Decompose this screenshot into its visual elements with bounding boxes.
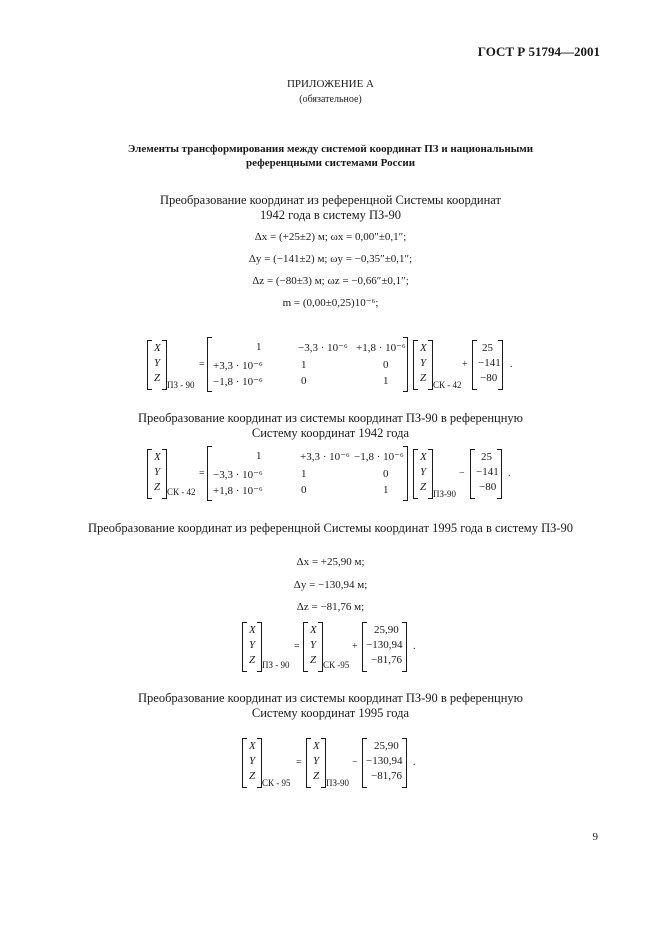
end-period: . bbox=[508, 468, 511, 479]
rhs-subscript: ПЗ-90 bbox=[433, 489, 457, 499]
rot-cell: −3,3 · 10⁻⁶ bbox=[298, 342, 348, 354]
rot-cell: +3,3 · 10⁻⁶ bbox=[213, 360, 263, 372]
shift-cell: −80 bbox=[479, 481, 497, 493]
shift-cell: −141 bbox=[476, 466, 499, 478]
shift-cell: 25,90 bbox=[374, 624, 399, 636]
block1-matrix-equation bbox=[0, 335, 661, 395]
lhs-subscript: ПЗ - 90 bbox=[262, 660, 290, 670]
block1-eq-z: Δz = (−80±3) м; ωz = −0,66″±0,1″; bbox=[252, 275, 409, 287]
page-number: 9 bbox=[592, 831, 598, 843]
appendix-title: ПРИЛОЖЕНИЕ А bbox=[286, 78, 374, 90]
block1-eq-m: m = (0,00±0,25)10⁻⁶; bbox=[282, 297, 379, 309]
equals-sign: = bbox=[296, 757, 302, 768]
lhs-subscript: СК - 95 bbox=[262, 778, 291, 788]
vec-x: X bbox=[310, 624, 317, 636]
equals-sign: = bbox=[199, 468, 205, 479]
block1-heading-line2: 1942 года в систему ПЗ-90 bbox=[260, 208, 401, 222]
vec-z: Z bbox=[313, 770, 320, 782]
shift-cell: −130,94 bbox=[366, 755, 403, 767]
vec-x: X bbox=[154, 342, 161, 354]
rot-cell: 1 bbox=[301, 359, 307, 371]
vec-y: Y bbox=[154, 357, 161, 369]
vec-y: Y bbox=[249, 755, 256, 767]
rot-cell: 1 bbox=[383, 375, 389, 387]
block2-heading-line1: Преобразование координат из системы координат ПЗ-90 в референцную bbox=[138, 411, 523, 425]
vec-z: Z bbox=[420, 372, 427, 384]
shift-bracket-right bbox=[498, 340, 503, 390]
standard-header: ГОСТ Р 51794—2001 bbox=[477, 44, 600, 59]
rot-bracket-right bbox=[403, 337, 408, 392]
section-title-line2: референцными системами России bbox=[245, 157, 416, 169]
vec-z: Z bbox=[249, 654, 256, 666]
vec-x: X bbox=[313, 740, 320, 752]
lhs-subscript: ПЗ - 90 bbox=[167, 380, 195, 390]
lhs-bracket-left bbox=[147, 340, 152, 390]
rot-cell: 0 bbox=[383, 359, 389, 371]
lhs-bracket-left bbox=[242, 738, 247, 788]
shift-cell: −81,76 bbox=[371, 654, 402, 666]
operator-sign: − bbox=[459, 468, 465, 479]
block4-matrix-equation bbox=[0, 733, 661, 793]
vec-z: Z bbox=[154, 372, 161, 384]
rhs-bracket-left bbox=[413, 340, 418, 390]
end-period: . bbox=[413, 757, 416, 768]
rot-bracket-right bbox=[403, 446, 408, 501]
shift-bracket-right bbox=[402, 738, 407, 788]
vec-x: X bbox=[249, 740, 256, 752]
block4-heading-line2: Систему координат 1995 года bbox=[251, 706, 410, 720]
block1-eq-x: Δx = (+25±2) м; ωx = 0,00″±0,1″; bbox=[254, 231, 407, 243]
lhs-bracket-left bbox=[242, 622, 247, 672]
rot-bracket-left bbox=[207, 337, 212, 392]
section-title-line1: Элементы трансформирования между системой координат ПЗ и национальными bbox=[127, 143, 534, 155]
shift-cell: −141 bbox=[478, 357, 501, 369]
shift-cell: 25 bbox=[482, 342, 493, 354]
equals-sign: = bbox=[294, 641, 300, 652]
vec-z: Z bbox=[310, 654, 317, 666]
block1-eq-y: Δy = (−141±2) м; ωy = −0,35″±0,1″; bbox=[248, 253, 413, 265]
rot-bracket-left bbox=[207, 446, 212, 501]
end-period: . bbox=[510, 359, 513, 370]
vec-z: Z bbox=[249, 770, 256, 782]
shift-bracket-right bbox=[402, 622, 407, 672]
rhs-subscript: СК - 42 bbox=[433, 380, 462, 390]
rot-cell: 0 bbox=[301, 484, 307, 496]
shift-cell: 25,90 bbox=[374, 740, 399, 752]
rhs-bracket-left bbox=[413, 449, 418, 499]
vec-z: Z bbox=[420, 481, 427, 493]
block1-heading-line1: Преобразование координат из референцной Системы координат bbox=[159, 193, 501, 207]
shift-bracket-left bbox=[470, 449, 475, 499]
vec-x: X bbox=[249, 624, 256, 636]
rot-cell: 1 bbox=[383, 484, 389, 496]
vec-y: Y bbox=[420, 466, 427, 478]
operator-sign: − bbox=[352, 757, 358, 768]
rot-cell: 1 bbox=[301, 468, 307, 480]
shift-bracket-left bbox=[472, 340, 477, 390]
rhs-subscript: ПЗ-90 bbox=[326, 778, 350, 788]
vec-x: X bbox=[154, 451, 161, 463]
vec-y: Y bbox=[154, 466, 161, 478]
shift-cell: −81,76 bbox=[371, 770, 402, 782]
rot-cell: +3,3 · 10⁻⁶ bbox=[300, 451, 350, 463]
vec-y: Y bbox=[310, 639, 317, 651]
vec-x: X bbox=[420, 451, 427, 463]
lhs-subscript: СК - 42 bbox=[167, 487, 196, 497]
block3-eq-y: Δy = −130,94 м; bbox=[293, 579, 368, 591]
lhs-bracket-left bbox=[147, 449, 152, 499]
operator-sign: + bbox=[352, 641, 358, 652]
rot-cell: −1,8 · 10⁻⁶ bbox=[213, 376, 263, 388]
equals-sign: = bbox=[199, 359, 205, 370]
rhs-subscript: СК -95 bbox=[323, 660, 350, 670]
rot-cell: 1 bbox=[256, 450, 262, 462]
rot-cell: −1,8 · 10⁻⁶ bbox=[354, 451, 404, 463]
rot-cell: 0 bbox=[383, 468, 389, 480]
rot-cell: +1,8 · 10⁻⁶ bbox=[356, 342, 406, 354]
vec-x: X bbox=[420, 342, 427, 354]
shift-bracket-right bbox=[497, 449, 502, 499]
rot-cell: +1,8 · 10⁻⁶ bbox=[213, 485, 263, 497]
vec-y: Y bbox=[420, 357, 427, 369]
operator-sign: + bbox=[462, 359, 468, 370]
block2-heading-line2: Систему координат 1942 года bbox=[251, 426, 410, 440]
shift-cell: 25 bbox=[481, 451, 492, 463]
rhs-bracket-left bbox=[306, 738, 311, 788]
shift-cell: −80 bbox=[480, 372, 498, 384]
block3-eq-x: Δx = +25,90 м; bbox=[296, 556, 365, 568]
block4-heading-line1: Преобразование координат из системы координат ПЗ-90 в референцную bbox=[138, 691, 523, 705]
block2-matrix-equation bbox=[0, 444, 661, 504]
shift-cell: −130,94 bbox=[366, 639, 403, 651]
end-period: . bbox=[413, 641, 416, 652]
rot-cell: −3,3 · 10⁻⁶ bbox=[213, 469, 263, 481]
vec-y: Y bbox=[313, 755, 320, 767]
block3-eq-z: Δz = −81,76 м; bbox=[296, 601, 365, 613]
block3-matrix-equation bbox=[0, 617, 661, 677]
rot-cell: 0 bbox=[301, 375, 307, 387]
vec-y: Y bbox=[249, 639, 256, 651]
rhs-bracket-left bbox=[303, 622, 308, 672]
vec-z: Z bbox=[154, 481, 161, 493]
block3-heading: Преобразование координат из референцной Системы координат 1995 года в систему ПЗ-90 bbox=[87, 521, 574, 535]
appendix-status: (обязательное) bbox=[299, 94, 362, 105]
rot-cell: 1 bbox=[256, 341, 262, 353]
